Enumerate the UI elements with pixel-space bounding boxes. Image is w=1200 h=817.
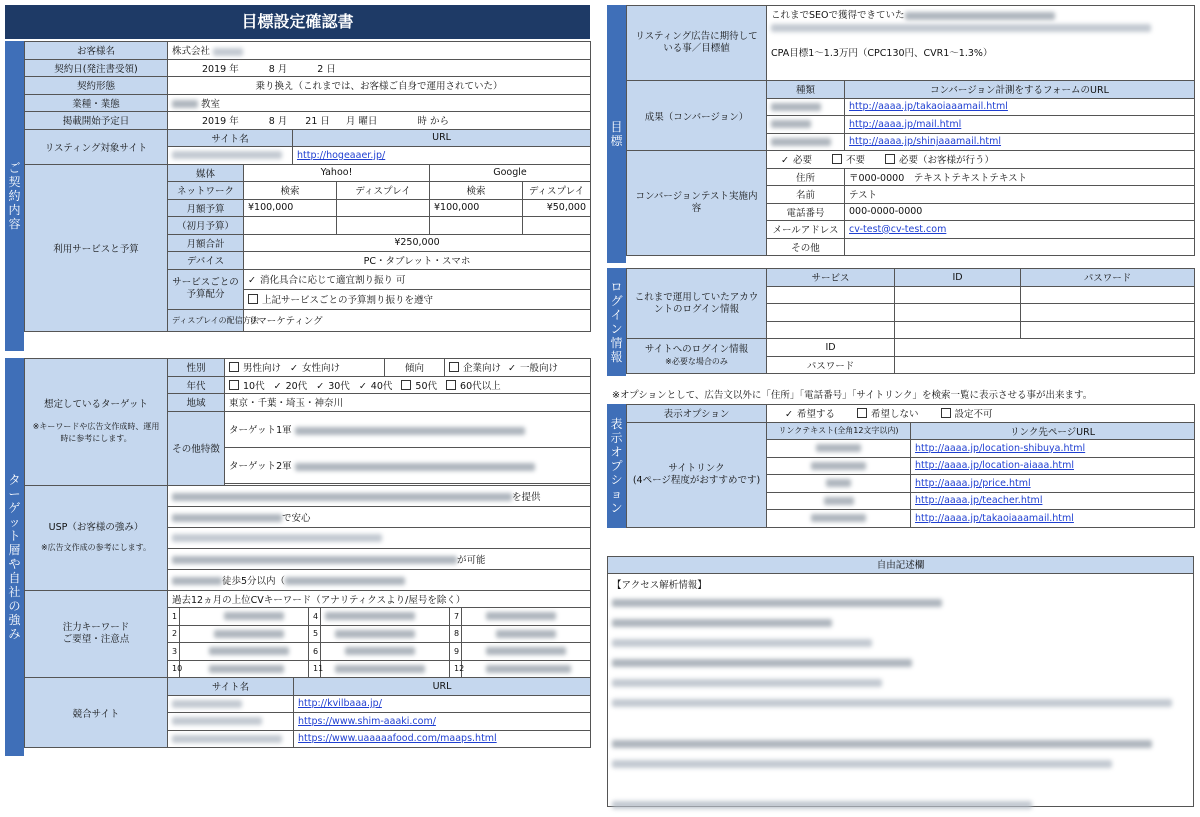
name-label: 名前 [767,186,845,204]
goal-section [626,5,1194,256]
total-value: ¥250,000 [244,234,591,252]
mail-value[interactable]: cv-test@cv-test.com [845,221,1195,239]
age-label: 年代 [168,376,225,394]
target-1: ターゲット1軍 [225,411,591,447]
comp-url[interactable]: https://www.shim-aaaki.com/ [294,713,591,731]
cv-url[interactable]: http://aaaa.jp/takaoiaaamail.html [845,98,1195,116]
industry-value: 教室 [168,94,591,112]
link-text [767,510,911,528]
contract-section [24,41,590,332]
comp-site-name [168,713,294,731]
yahoo-display: ディスプレイ [337,182,430,200]
form-label: 契約形態 [25,77,168,95]
age-options[interactable]: 10代 ✓ 20代 ✓ 30代 ✓ 40代 50代 60代以上 [225,376,591,394]
gender-options[interactable]: 男性向け ✓ 女性向け [225,359,385,377]
link-text [767,457,911,475]
google-search: 検索 [430,182,523,200]
cv-form-header: コンバージョン計測をするフォームのURL [845,81,1195,99]
display-method-label: ディスプレイの配信方法 [168,309,244,331]
tendency-options[interactable]: 企業向け ✓ 一般向け [445,359,591,377]
gender-label: 性別 [168,359,225,377]
prev-account-label: これまで運用していたアカウントのログイン情報 [627,269,767,339]
login-section [626,268,1194,374]
pw-header: パスワード [1021,269,1195,287]
keyword-cell [180,643,309,661]
usp-3 [168,527,591,548]
expect-value: これまでSEOで獲得できていた CPA目標1～1.3万円（CPC130円、CVR1～1.3%） [767,6,1195,81]
keyword-cell [180,625,309,643]
comp-site-header: サイト名 [168,678,294,696]
keyword-label: 注力キーワード ご要望・注意点 [25,590,168,678]
display-method-value: リマーケティング [244,309,591,331]
sitelink-label: サイトリンク (4ページ程度がおすすめです) [627,422,767,527]
keyword-cell [321,660,450,678]
link-url[interactable]: http://aaaa.jp/price.html [911,475,1195,493]
test-label: コンバージョンテスト実施内容 [627,151,767,256]
competitor-label: 競合サイト [25,678,168,748]
login-pw-label: パスワード [767,356,895,374]
name-value: テスト [845,186,1195,204]
yahoo-header: Yahoo! [244,164,430,182]
expect-label: リスティング広告に期待している事／目標値 [627,6,767,81]
cv-kind [767,98,845,116]
persona-label: 想定しているターゲット ※キーワードや広告文作成時、運用時に参考にします。 [25,359,168,486]
mail-label: メールアドレス [767,221,845,239]
area-value: 東京・千葉・埼玉・神奈川 [225,394,591,412]
customer-value: 株式会社 [168,42,591,60]
keyword-cell [462,643,591,661]
option-note: ※オプションとして、広告文以外に「住所」「電話番号」「サイトリンク」を検索一覧に表示させる事が出来ます。 [612,390,1093,401]
option-band: 表示オプション [607,404,626,528]
alloc-option-1[interactable]: ✓ 消化具合に応じて適宜割り振り 可 [244,269,591,289]
monthly-label: 月額予算 [168,199,244,217]
alloc-label: サービスごとの予算配分 [168,269,244,309]
free-body [608,574,1193,813]
link-url[interactable]: http://aaaa.jp/location-aiaaa.html [911,457,1195,475]
area-label: 地域 [168,394,225,412]
google-header: Google [430,164,591,182]
usp-1: を提供 [168,485,591,506]
target-band: ターゲット層や自社の強み [5,358,24,756]
comp-url[interactable]: http://kvilbaaa.jp/ [294,695,591,713]
service-header: サービス [767,269,895,287]
tendency-label: 傾向 [385,359,445,377]
comp-site-name [168,695,294,713]
link-url[interactable]: http://aaaa.jp/teacher.html [911,492,1195,510]
access-label: 【アクセス解析情報】 [612,580,707,591]
cv-label: 成果（コンバージョン） [627,81,767,151]
keyword-cell [462,608,591,626]
services-label: 利用サービスと予算 [25,164,168,331]
keyword-header: 過去12ヵ月の上位CVキーワード（アナリティクスより/屋号を除く） [168,590,591,608]
form-value: 乗り換え（これまでは、お客様ご自身で運用されていた） [168,77,591,95]
keyword-cell [462,625,591,643]
keyword-cell [462,660,591,678]
site-url[interactable]: http://hogeaaer.jp/ [293,147,591,165]
test-options[interactable]: ✓ 必要 不要 必要（お客様が行う） [767,151,1195,169]
usp-label: USP（お客様の強み） ※広告文作成の参考にします。 [25,485,168,590]
media-header: 媒体 [168,164,244,182]
site-name-header: サイト名 [168,129,293,147]
device-value: PC・タブレット・スマホ [244,252,591,270]
keyword-cell [321,608,450,626]
industry-label: 業種・業態 [25,94,168,112]
link-url[interactable]: http://aaaa.jp/location-shibuya.html [911,440,1195,458]
target-2: ターゲット2軍 [225,447,591,483]
login-band: ログイン情報 [607,268,626,376]
site-url-header: URL [293,129,591,147]
other-feature-label: その他特徴 [168,411,225,485]
link-text [767,440,911,458]
google-display: ディスプレイ [523,182,591,200]
cv-url[interactable]: http://aaaa.jp/mail.html [845,116,1195,134]
start-date: 2019 年 8 月 21 日 月 曜日 時 から [168,112,591,130]
cv-url[interactable]: http://aaaa.jp/shinjaaamail.html [845,133,1195,151]
login-id-label: ID [767,339,895,357]
comp-site-name [168,730,294,748]
alloc-option-2[interactable]: 上記サービスごとの予算割り振りを遵守 [244,289,591,309]
total-label: 月額合計 [168,234,244,252]
network-label: ネットワーク [168,182,244,200]
link-url[interactable]: http://aaaa.jp/takaoiaaamail.html [911,510,1195,528]
addr-label: 住所 [767,168,845,186]
link-text [767,492,911,510]
comp-url-header: URL [294,678,591,696]
tel-value: 000-0000-0000 [845,203,1195,221]
site-login-label: サイトへのログイン情報 ※必要な場合のみ [627,339,767,374]
contract-band: ご契約内容 [5,41,24,351]
cv-kind [767,133,845,151]
google-display-budget: ¥50,000 [523,199,591,217]
target-section: 想定しているターゲット ※キーワードや広告文作成時、運用時に参考にします。 性別 男性向け ✓ 女性向け 傾向 企業向け ✓ 一般向け 年代 10代 ✓ 20代 ✓ 30代 ✓ 40代 50代 60代以上 地域 東京・千葉・埼玉・神奈川 その他特徴 ターゲット1軍 ターゲット2軍 USP（お客様の強み） ※広告文作成の参考にします。 を提供 で安心 が可能 徒歩5分以内（ 注力キーワード ご要望・注意点 過去12ヵ月の上位CVキーワード（アナリティクスより/屋号を除く） 1 4 7 2 5 8 3 6 9 10 11 12 競合サイト サイト名 URL http://kvilbaaa.jp/ https://www.shim-aaaki.com/ https://www.uaaaaafood.com/maaps.html [24,358,590,748]
display-option-choices[interactable]: ✓ 希望する 希望しない 設定不可 [767,405,1195,423]
addr-value: 〒000-0000 テキストテキストテキスト [845,168,1195,186]
cv-kind [767,116,845,134]
site-label: リスティング対象サイト [25,129,168,164]
google-search-budget: ¥100,000 [430,199,523,217]
keyword-cell [321,643,450,661]
comp-url[interactable]: https://www.uaaaaafood.com/maaps.html [294,730,591,748]
option-section [626,404,1194,528]
keyword-cell [321,625,450,643]
link-text-header: リンクテキスト(全角12文字以内) [767,422,911,440]
tel-label: 電話番号 [767,203,845,221]
other-label: その他 [767,238,845,256]
free-section [607,556,1194,807]
keyword-cell [180,660,309,678]
keyword-cell [180,608,309,626]
cv-kind-header: 種類 [767,81,845,99]
free-header: 自由記述欄 [608,557,1193,574]
display-option-label: 表示オプション [627,405,767,423]
usp-5: 徒歩5分以内（ [168,569,591,590]
contract-date: 2019 年 8 月 2 日 [168,59,591,77]
goal-band: 目標 [607,5,626,263]
usp-4: が可能 [168,548,591,569]
page-title: 目標設定確認書 [5,5,590,39]
yahoo-search-budget: ¥100,000 [244,199,337,217]
site-name-value [168,147,293,165]
date-label: 契約日(発注書受領) [25,59,168,77]
start-label: 掲載開始予定日 [25,112,168,130]
link-url-header: リンク先ページURL [911,422,1195,440]
customer-label: お客様名 [25,42,168,60]
usp-2: で安心 [168,506,591,527]
yahoo-display-budget [337,199,430,217]
yahoo-search: 検索 [244,182,337,200]
initial-label: （初月予算） [168,217,244,235]
id-header: ID [895,269,1021,287]
link-text [767,475,911,493]
device-label: デバイス [168,252,244,270]
